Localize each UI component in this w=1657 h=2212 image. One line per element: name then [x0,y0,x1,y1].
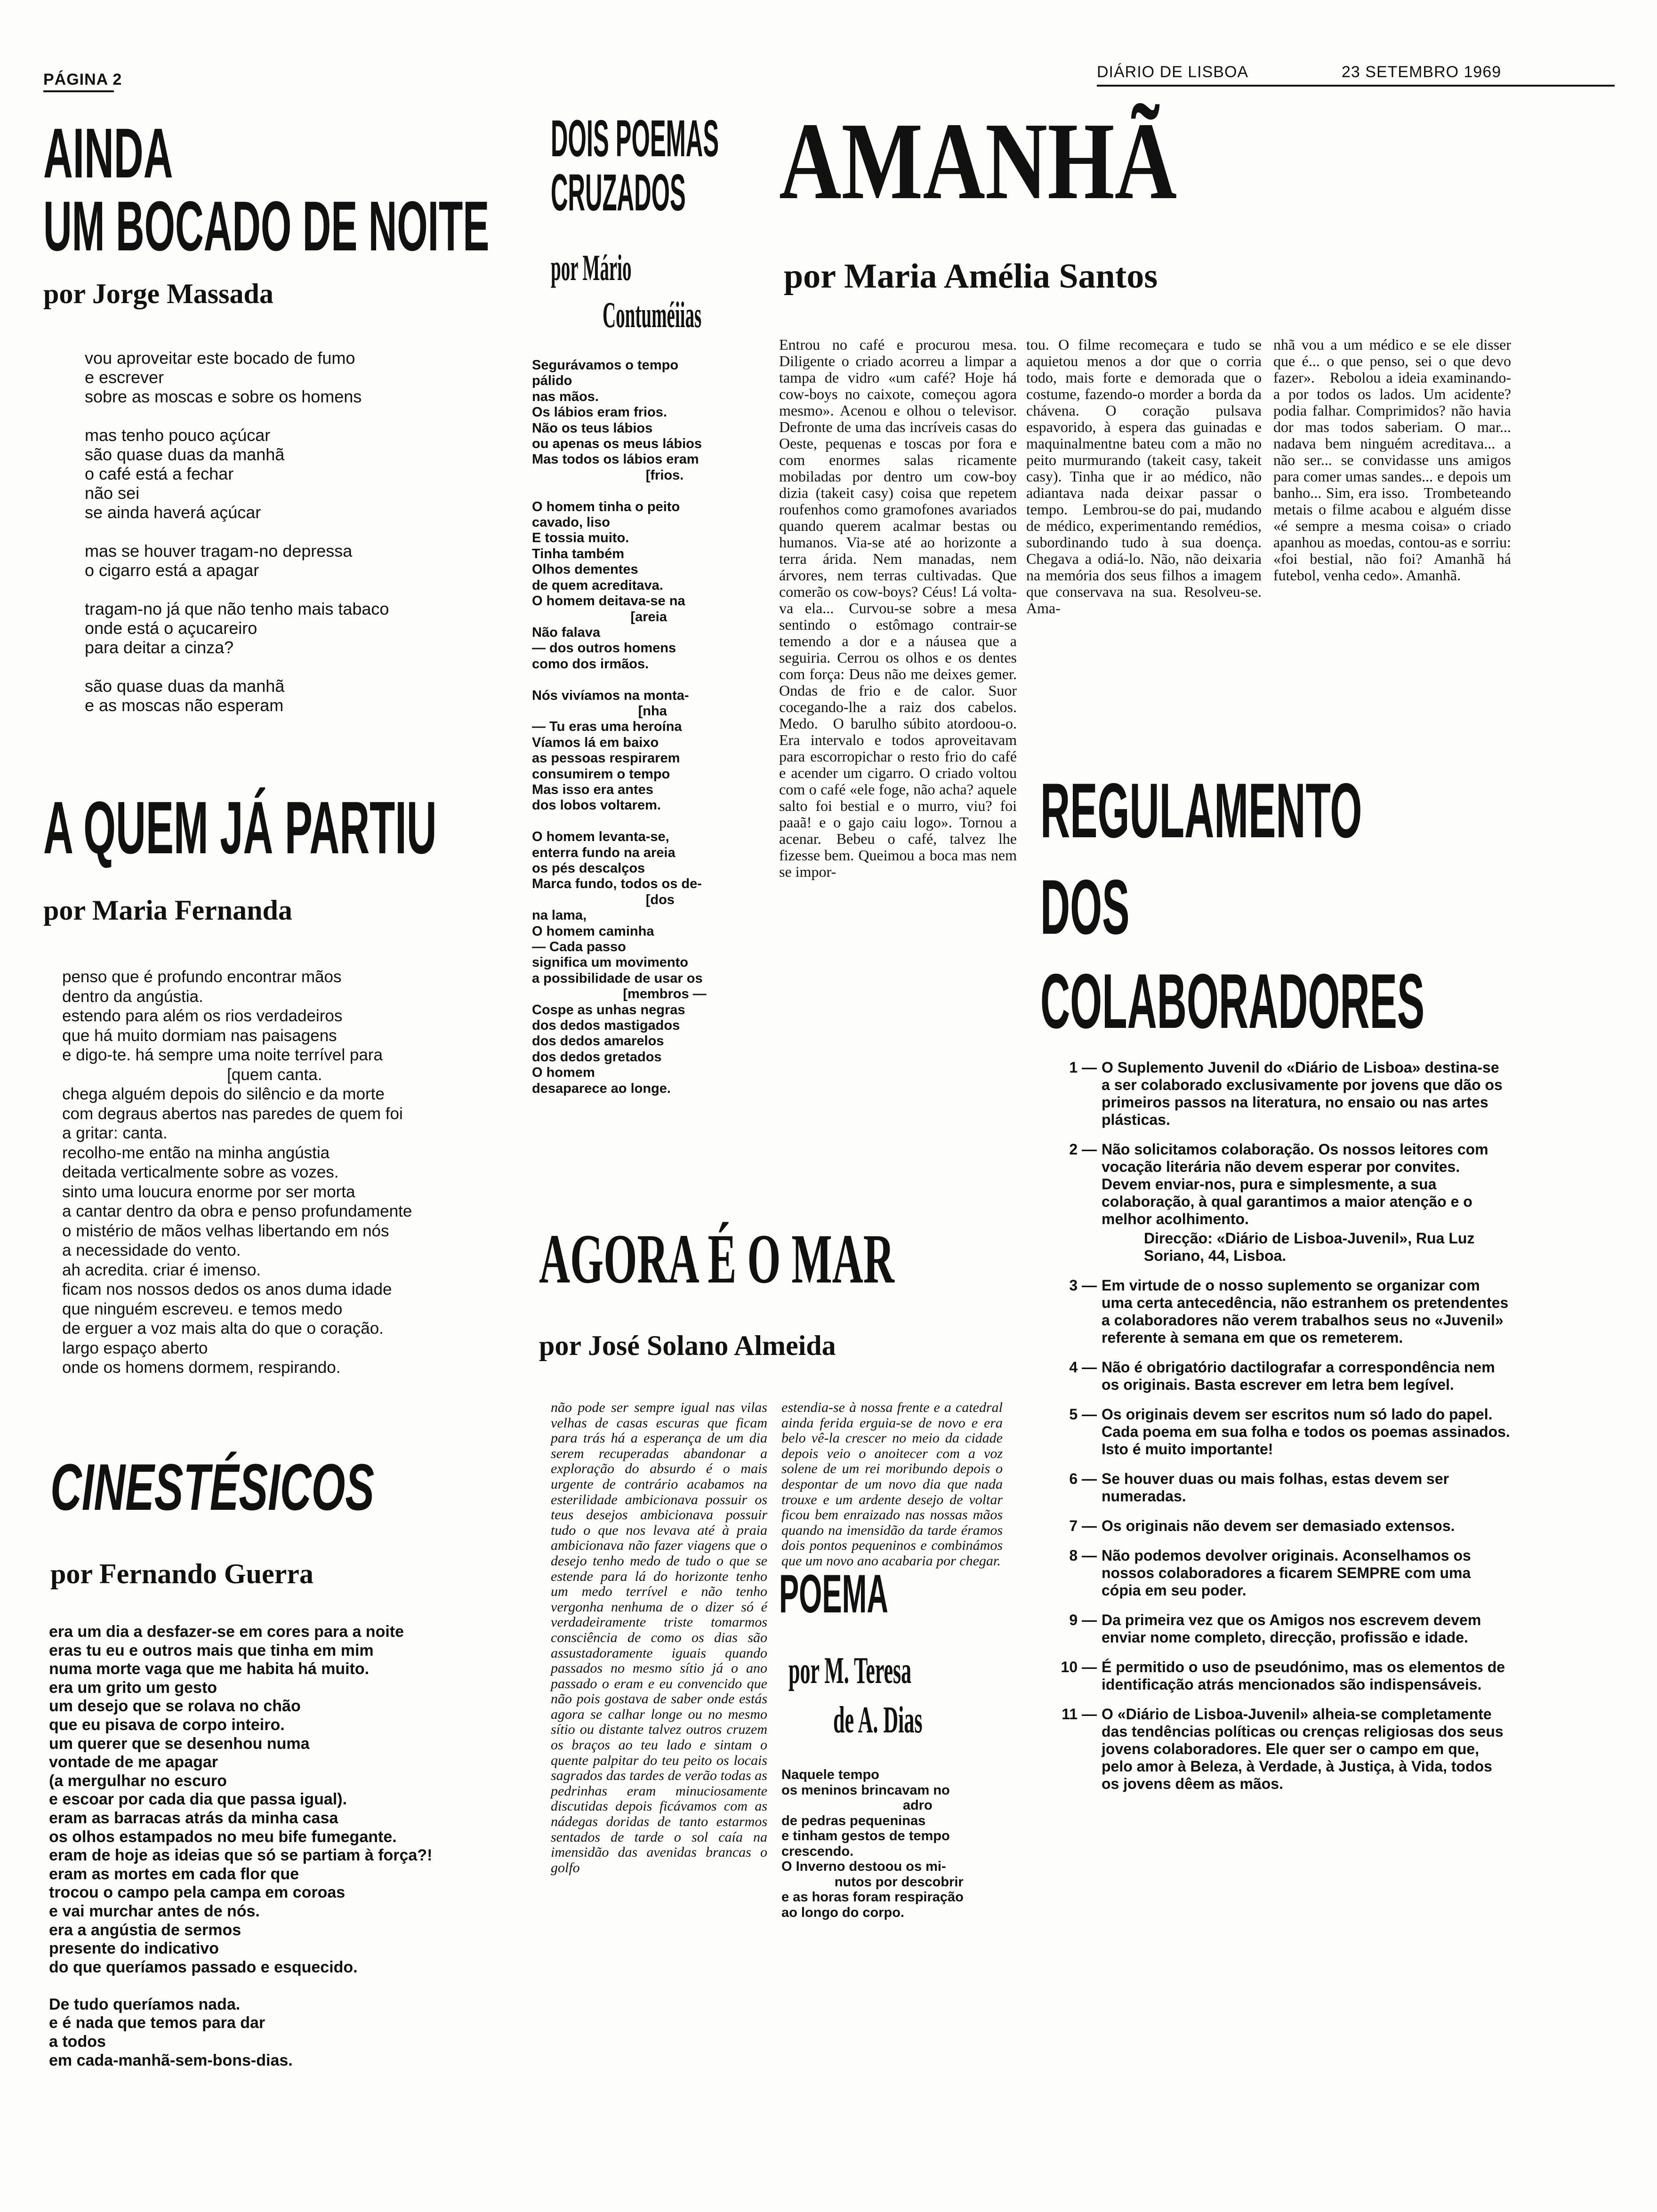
ainda-title-line2: UM BOCADO DE NOITE [43,186,490,265]
article-dois [532,110,767,1280]
regulamento-title-line1: REGULAMENTO [1040,767,1362,854]
rules-list [1022,1059,1511,1805]
quem-byline: por Maria Fernanda [43,895,292,926]
amanha-col1: Entrou no café e procurou mesa. Diligente o criado acorreu a limpar a tampa de vidro «um café? Hoje há cow-boys no caixote, começou agora mesmo». Acenou e olhou o televisor. Defronte de uma das incríveis casas do Oeste, pequenas e toscas por fora e com enormes salas ricamente mobiladas por dentro um cow-boy dizia (takeit casy) coisa que repetem roufenhos como gramofones avariados quando querem acalmar bestas ou humanos. Via-se até ao horizonte a terra árida. Nem manadas, nem árvores, nem terras cultivadas. Que comerão os cow-boys? Céus! Lá volta-va ela... Curvou-se sobre a mesa sentindo o estômago contrair-se temendo a dor e a náusea que a seguiria. Cerrou os olhos e os dentes com força: Deus não me deixes gemer. Ondas de frio e de calor. Suor cocegando-lhe a raiz dos cabelos. Medo. O barulho súbito atordoou-o. Era intervalo e todos aproveitavam para escorropichar o resto frio do café e acender um cigarro. O criado voltou com o café «ele foge, não acha? aquele salto foi bestial e o murro, viu? foi paaã! e o gajo caiu logo». Tornou a acenar. Bebeu o café, talvez lhe fizesse bem. Queimou a boca mas nem se impor- [779,336,1017,880]
poema-byline-line1: por M. Teresa [788,1650,912,1691]
article-cine [43,1450,533,2151]
amanha-col3: nhã vou a um médico e se ele disser que é... o que penso, sei o que devo fazer». Rebolou a ideia examinando-a por todos os lados. Um acidente? podia falhar. Comprimidos? não havia dor mas todos saberiam. O mar... nadava bem ninguém acreditava... a não ser... se convidasse uns amigos para comer umas sandes... e depois um banho... Sim, era isso. Trombeteando metais o filme acabou e alguém disse «é sempre a mesma coisa» o criado apanhou as moedas, contou-as e sorriu: «foi bestial, não foi? Amanhã há futebol, venha cedo». Amanhã. [1273,336,1511,584]
newspaper-name: DIÁRIO DE LISBOA [1097,63,1249,81]
header-rule-left [43,90,114,92]
ainda-title-line1: AINDA [43,113,173,192]
article-poema [779,1564,1014,2132]
issue-date: 23 SETEMBRO 1969 [1342,63,1502,81]
ainda-byline: por Jorge Massada [43,278,273,309]
rule-1: 1 — O Suplemento Juvenil do «Diário de Lisboa» destina-se a ser colaborado exclusivamente por jovens que dão os primeiros passos na literatura, no ensaio ou nas artes plásticas. [1069,1059,1503,1128]
rule-4: 4 — Não é obrigatório dactilografar a correspondência nem os originais. Basta escrever em letra bem legível. [1069,1359,1495,1393]
rule-6: 6 — Se houver duas ou mais folhas, estas devem ser numeradas. [1069,1470,1449,1505]
rule-3: 3 — Em virtude de o nosso suplemento se organizar com uma certa antecedência, não estranhem os pretendentes a colaboradores não verem trabalhos seus no «Juvenil» referente à semana em que os remeterem. [1069,1277,1509,1346]
page-number: PÁGINA 2 [43,71,122,88]
poema-title: POEMA [779,1564,888,1624]
dois-byline-line2: Contuméiias [603,294,702,335]
article-regulamento [1022,767,1633,1948]
poema-text: Naquele tempo os meninos brincavam no adro de pedras pequeninas e tinham gestos de tempo crescendo. O Inverno destoou os mi- nutos por descobrir e as horas foram respiração ao longo do corpo. [781,1767,964,1920]
rule-10: 10 — É permitido o uso de pseudónimo, mas os elementos de identificação atrás mencionados são indispensáveis. [1061,1659,1505,1693]
dois-poem: Segurávamos o tempo pálido nas mãos. Os lábios eram frios. Não os teus lábios ou apenas os meus lábios Mas todos os lábios eram [frios. O homem tinha o peito cavado, liso E tossia muito. Tinha também Olhos dementes de quem acreditava. O homem deitava-se na [areia Não falava — dos outros homens como dos irmãos. Nós vivíamos na monta- [nha — Tu eras uma heroína Víamos lá em baixo as pessoas respirarem consumirem o tempo Mas isso era antes dos lobos voltarem. O homem levanta-se, enterra fundo na areia os pés descalços Marca fundo, todos os de- [dos na lama, O homem caminha — Cada passo significa um movimento a possibilidade de usar os [membros — Cospe as unhas negras dos dedos mastigados dos dedos amarelos dos dedos gretados O homem desaparece ao longe. [532,358,707,1096]
agora-col2: estendia-se à nossa frente e a catedral ainda ferida erguia-se de novo e era belo vê-la crescer no meio da cidade depois veio o anoitecer com a voz solene de um rei moribundo depois o despontar de um novo dia que nada trouxe e um ardente desejo de voltar ficou bem enraizado nas nossas mãos quando na imensidão da tarde éramos dois pontos pequeninos e combinámos que um novo ano acabaria por chegar. [781,1400,1003,1569]
cine-byline: por Fernando Guerra [50,1558,314,1589]
regulamento-title-line2: DOS [1040,864,1130,950]
rule-8: 8 — Não podemos devolver originais. Aconselhamos os nossos colaboradores a ficarem SEMPRE com uma cópia em seu poder. [1069,1547,1471,1599]
rule-9: 9 — Da primeira vez que os Amigos nos escrevem devem enviar nome completo, direcção, profissão e idade. [1069,1611,1481,1646]
poema-byline-line2: de A. Dias [833,1699,923,1741]
amanha-title: AMANHÃ [779,100,1177,222]
agora-col1: não pode ser sempre igual nas vilas velhas de casas escuras que ficam para trás há a esperança de um dia serem recuperadas abandonar a exploração do absurdo é o mais urgente de contrário acabamos na esterilidade ambicionava possuir os teus desejos ambicionava possuir tudo o que nos levava até à praia ambicionava não fazer viagens que o desejo tenho medo de tudo o que se estende para lá do horizonte tenho um medo terrível e não tenho vergonha nenhuma de o dizer só é verdadeiramente triste tomarmos consciência de como os dias são assustadoramente iguais quando passados no mesmo sítio já o ano passado o eram e eu convencido que não pois gostava de saber onde estás agora se calhar longe ou no mesmo sítio ou distante talvez outros cruzem os braços ao teu lado e sintam o quente palpitar do teu peito os locais sagrados das tardes de verão todas as pedrinhas eram minuciosamente discutidas depois ficávamos com as nádegas doridas de tanto estarmos sentados de tarde o sol caía na imensidão das avenidas brancas o golfo [551,1400,767,1875]
regulamento-title-line3: COLABORADORES [1040,958,1425,1044]
cine-title: CINESTÉSICOS [50,1450,374,1524]
dois-title-line2: CRUZADOS [551,164,686,222]
quem-title: A QUEM JÁ PARTIU [43,786,437,869]
rule-7: 7 — Os originais não devem ser demasiado extensos. [1069,1517,1455,1534]
amanha-col2: tou. O filme recomeçara e tudo se aquietou menos a dor que o corria todo, mais forte e demorada que o costume, fazendo-o morder a borda da chávena. O coração pulsava espavorido, à espera das guinadas e maquinalmentne bateu com a mão no peito murmurando (takeit casy, takeit casy). Tinha que ir ao médico, não adiantava nada deixar passar o tempo. Lembrou-se do pai, mudando de médico, experimentando remédios, subordinando tudo à sua doença. Chegava a odiá-lo. Não, não deixaria na memória dos seus filhos a imagem que conservava na sua. Resolveu-se. Ama- [1026,336,1262,617]
article-quem [43,786,533,1403]
amanha-byline: por Maria Amélia Santos [784,257,1158,296]
dois-title-line1: DOIS POEMAS [551,110,719,168]
dois-byline-line1: por Mário [551,247,632,288]
header-rule-right [1097,85,1615,87]
ainda-poem: vou aproveitar este bocado de fumo e escrever sobre as moscas e sobre os homens mas tenho pouco açúcar são quase duas da manhã o café está a fechar não sei se ainda haverá açúcar mas se houver tragam-no depressa o cigarro está a apagar tragam-no já que não tenho mais tabaco onde está o açucareiro para deitar a cinza? são quase duas da manhã e as moscas não esperam [85,348,389,715]
rule-11: 11 — O «Diário de Lisboa-Juvenil» alheia-se completamente das tendências políticas ou crenças religiosas dos seus jovens colaboradores. Ele quer ser o campo em que, pelo amor à Beleza, à Verdade, à Justiça, à Vida, todos os jovens dêem as mãos. [1062,1706,1504,1792]
rule-2: 2 — Não solicitamos colaboração. Os nossos leitores com vocação literária não devem esperar por convites. Devem enviar-nos, pura e simplesmente, a sua colaboração, à qual garantimos a maior atenção e o melhor acolhimento. [1069,1141,1488,1227]
article-ainda [43,113,523,772]
quem-poem: penso que é profundo encontrar mãos dentro da angústia. estendo para além os rios verdadeiros que há muito dormiam nas paisagens e digo-te. há sempre uma noite terrível para [quem canta. chega alguém depois do silêncio e da morte com degraus abertos nas paredes de quem foi a gritar: canta. recolho-me então na minha angústia deitada verticalmente sobre as vozes. sinto uma loucura enorme por ser morta a cantar dentro da obra e penso profundamente o mistério de mãos velhas libertando em nós a necessidade do vento. ah acredita. criar é imenso. ficam nos nossos dedos os anos duma idade que ninguém escreveu. e temos medo de erguer a voz mais alta do que o coração. largo espaço aberto onde os homens dormem, respirando. [62,968,412,1377]
rule-5: 5 — Os originais devem ser escritos num só lado do papel. Cada poema em sua folha e todos os poemas assinados. Isto é muito importante! [1069,1406,1510,1458]
rule-address: Direcção: «Diário de Lisboa-Juvenil», Rua Luz Soriano, 44, Lisboa. [1144,1230,1475,1264]
agora-byline: por José Solano Almeida [539,1330,836,1361]
agora-title: AGORA É O MAR [539,1220,894,1298]
cine-poem: era um dia a desfazer-se em cores para a noite eras tu eu e outros mais que tinha em mim numa morte vaga que me habita há muito. era um grito um gesto um desejo que se rolava no chão que eu pisava de corpo inteiro. um querer que se desenhou numa vontade de me apagar (a mergulhar no escuro e escoar por cada dia que passa igual). eram as barracas atrás da minha casa os olhos estampados no meu bife fumegante. eram de hoje as ideias que só se partiam à força?! eram as mortes em cada flor que trocou o campo pela campa em coroas e vai murchar antes de nós. era a angústia de sermos presente do indicativo do que queríamos passado e esquecido. De tudo queríamos nada. e é nada que temos para dar a todos em cada-manhã-sem-bons-dias. [49,1623,433,2069]
